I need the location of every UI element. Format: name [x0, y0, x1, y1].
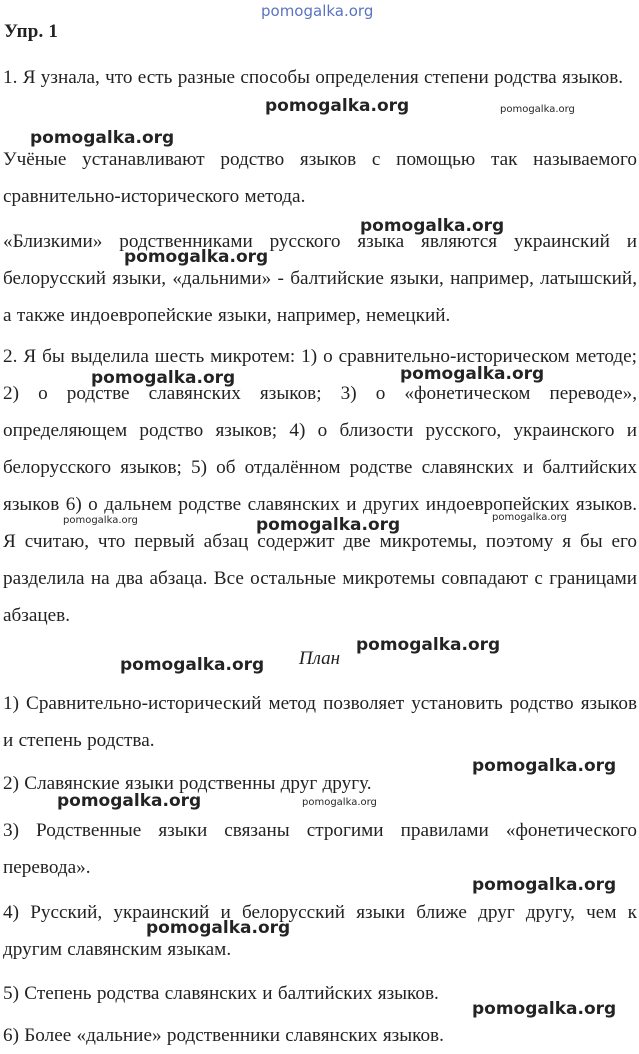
plan-heading: План: [298, 648, 341, 669]
watermark: pomogalka.org: [120, 655, 265, 675]
watermark: pomogalka.org: [57, 791, 202, 811]
header-watermark: pomogalka.org: [261, 2, 374, 20]
plan-item-6: 6) Более «дальние» родственники славянских языков.: [3, 1025, 444, 1046]
watermark: pomogalka.org: [500, 104, 575, 115]
plan-item-5: 5) Степень родства славянских и балтийских языков.: [3, 983, 439, 1004]
plan-item-2: 2) Славянские языки родственны друг другу.: [3, 773, 372, 794]
watermark: pomogalka.org: [63, 515, 138, 526]
watermark: pomogalka.org: [492, 512, 567, 523]
watermark: pomogalka.org: [30, 128, 175, 148]
watermark: pomogalka.org: [360, 216, 505, 236]
paragraph-2: Учёные устанавливают родство языков с помощью так называемого сравнительно-исторического метода.: [3, 149, 637, 207]
watermark: pomogalka.org: [124, 247, 269, 267]
watermark: pomogalka.org: [91, 368, 236, 388]
watermark: pomogalka.org: [472, 756, 617, 776]
watermark: pomogalka.org: [146, 918, 291, 938]
plan-item-4: 4) Русский, украинский и белорусский языки ближе друг другу, чем к другим славянским языкам.: [3, 902, 637, 960]
paragraph-4: 2. Я бы выделила шесть микротем: 1) о сравнительно-историческом методе; 2) о родстве славянских языков; 3) о «фонетическом переводе», определяющем родство языков; 4) о близости русского, украинского и белорусского языков; 5) об отдалённом родстве славянских и балтийских языков 6) о дальнем родстве славянских и других индоевропейских языков. Я считаю, что первый абзац содержит две микротемы, поэтому я бы его разделила на два абзаца. Все остальные микротемы совпадают с границами абзацев.: [3, 346, 637, 626]
exercise-title: Упр. 1: [4, 21, 59, 42]
watermark: pomogalka.org: [472, 999, 617, 1019]
watermark: pomogalka.org: [302, 797, 377, 808]
watermark: pomogalka.org: [356, 635, 501, 655]
watermark: pomogalka.org: [472, 875, 617, 895]
watermark: pomogalka.org: [265, 96, 410, 116]
plan-item-3: 3) Родственные языки связаны строгими правилами «фонетического перевода».: [3, 820, 637, 878]
paragraph-3: «Близкими» родственниками русского языка являются украинский и белорусский языки, «дальними» - балтийские языки, например, латышский, а также индоевропейские языки, например, немецкий.: [3, 231, 637, 326]
paragraph-1: 1. Я узнала, что есть разные способы определения степени родства языков.: [3, 67, 624, 88]
watermark: pomogalka.org: [256, 515, 401, 535]
watermark: pomogalka.org: [400, 364, 545, 384]
plan-item-1: 1) Сравнительно-исторический метод позволяет установить родство языков и степень родства.: [3, 693, 637, 751]
